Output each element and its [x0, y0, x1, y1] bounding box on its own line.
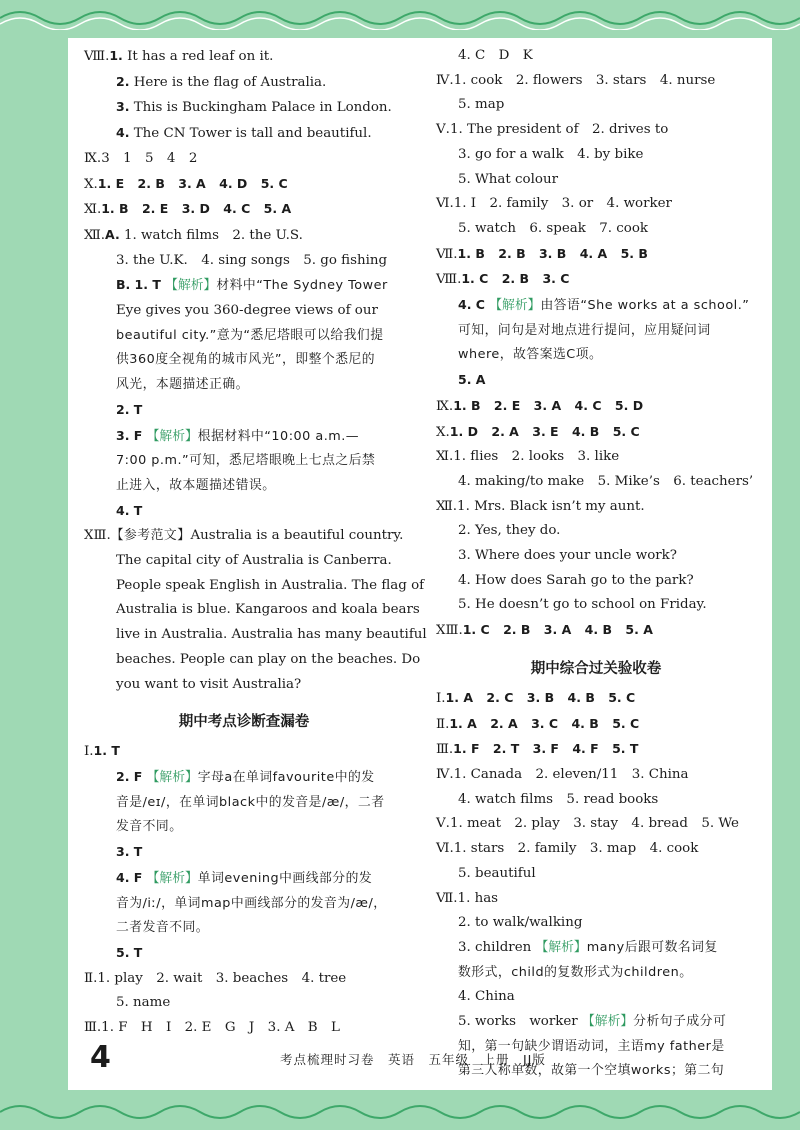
decorative-wave-border-bottom: [0, 1100, 800, 1130]
footer-book-title: 考点梳理时习卷 英语 五年级 上册 JJ版: [280, 1052, 546, 1067]
answer-line: B. 1. T 【解析】材料中“The Sydney Tower: [116, 277, 388, 294]
answer-line: 4. The CN Tower is tall and beautiful.: [116, 125, 372, 142]
analysis-tag: 【解析】: [581, 1014, 634, 1030]
answer-line: 3. the U.K. 4. sing songs 5. go fishing: [116, 252, 388, 268]
answer-line: 2. Here is the flag of Australia.: [116, 73, 327, 90]
analysis-tag: 【解析】: [146, 769, 198, 785]
answer-line: Ⅻ.A. 1. watch films 2. the U.S.: [84, 226, 303, 243]
page-number: 4: [90, 1040, 111, 1075]
right-column: 4. C D K Ⅳ.1. cook 2. flowers 3. stars 4. nurse 5. map Ⅴ.1. The president of 2. drives to 3. go for a walk 4. by bike 5. What colour Ⅵ.1. I 2. family 3. or 4. worker 5. watch 6. speak 7. cook Ⅶ.1. B 2. B 3. B 4. A 5. B Ⅷ.1. C 2. B 3. C 4. C 【解析】由答语“She works at a school.” 可知，问句是对地点进行提问，应用疑问词 where，故答案选C项。 5. A Ⅸ.1. B 2. E 3. A 4. C 5. D Ⅹ.1. D 2. A 3. E 4. B 5. C Ⅺ.1. flies 2. looks 3. like 4. making/to make 5. Mike’s 6. teachers’ Ⅻ.1. Mrs. Black isn’t my aunt. 2. Yes, they do. 3. Where does your uncle work? 4. How does Sarah go to the park? 5. He doesn’t go to school on Friday. ⅩⅢ.1. C 2. B 3. A 4. B 5. A 期中综合过关验收卷 Ⅰ.1. A 2. C 3. B 4. B 5. C Ⅱ.1. A 2. A 3. C 4. B 5. C Ⅲ.1. F 2. T 3. F 4. F 5. T Ⅳ.1. Canada 2. eleven/11 3. China 4. watch films 5. read books Ⅴ.1. meat 2. play 3. stay 4. bread 5. We Ⅵ.1. stars 2. family 3. map 4. cook 5. beautiful Ⅶ.1. has 2. to walk/walking 3. children 【解析】many后跟可数名词复 数形式，child的复数形式为children。 4. China 5. works worker 【解析】分析句子成分可 知，第一句缺少谓语动词，主语my father是 第三人称单数，故第一个空填works；第二句: [436, 44, 756, 1084]
analysis-tag: 【解析】: [489, 298, 541, 314]
answer-line: 3. This is Buckingham Palace in London.: [116, 99, 392, 116]
page-footer: [90, 1040, 730, 1080]
section-title: 期中考点诊断查漏卷: [178, 714, 310, 731]
answer-line: Ⅹ.1. E 2. B 3. A 4. D 5. C: [84, 175, 288, 192]
answer-line: Ⅸ.3 1 5 4 2: [84, 150, 198, 166]
section-label: Ⅷ.: [84, 49, 110, 64]
decorative-wave-border-top: [0, 0, 800, 30]
section-title: 期中综合过关验收卷: [530, 660, 662, 677]
essay-block: ⅩⅢ.【参考范文】Australia is a beautiful country.: [84, 528, 404, 544]
left-column: Ⅷ.1. It has a red leaf on it. 2. Here is the flag of Australia. 3. This is Buckingham Palace in London. 4. The CN Tower is tall and beautiful. Ⅸ.3 1 5 4 2 Ⅹ.1. E 2. B 3. A 4. D 5. C Ⅺ.1. B 2. E 3. D 4. C 5. A Ⅻ.A. 1. watch films 2. the U.S. 3. the U.K. 4. sing songs 5. go fishing B. 1. T 【解析】材料中“The Sydney Tower Eye gives you 360-degree views of our beautiful city.”意为“悉尼塔眼可以给我们提 供360度全视角的城市风光”，即整个悉尼的 风光，本题描述正确。 2. T 3. F 【解析】根据材料中“10:00 a.m.— 7:00 p.m.”可知，悉尼塔眼晚上七点之后禁 止进入，故本题描述错误。 4. T ⅩⅢ.【参考范文】Australia is a beautiful country. The capital city of Australia is Canberra. People speak English in Australia. The flag of Australia is blue. Kangaroos and koala bears live in Australia. Australia has many beautiful beaches. People can play on the beaches. Do you want to visit Australia? 期中考点诊断查漏卷 Ⅰ.1. T 2. F 【解析】字母a在单词favourite中的发 音是/eɪ/，在单词black中的发音是/æ/，二者 发音不同。 3. T 4. F 【解析】单词evening中画线部分的发 音为/iː/，单词map中画线部分的发音为/æ/， 二者发音不同。 5. T Ⅱ.1. play 2. wait 3. beaches 4. tree 5. name Ⅲ.1. F H I 2. E G J 3. A B L: [84, 44, 404, 1041]
analysis-tag: 【解析】: [146, 870, 198, 886]
answer-line: Ⅺ.1. B 2. E 3. D 4. C 5. A: [84, 201, 292, 218]
analysis-tag: 【解析】: [165, 278, 217, 294]
analysis-tag: 【解析】: [535, 939, 587, 955]
analysis-tag: 【解析】: [146, 428, 198, 444]
sample-essay-tag: 【参考范文】: [110, 528, 191, 544]
answer-line: Ⅷ.1. It has a red leaf on it.: [84, 44, 404, 70]
